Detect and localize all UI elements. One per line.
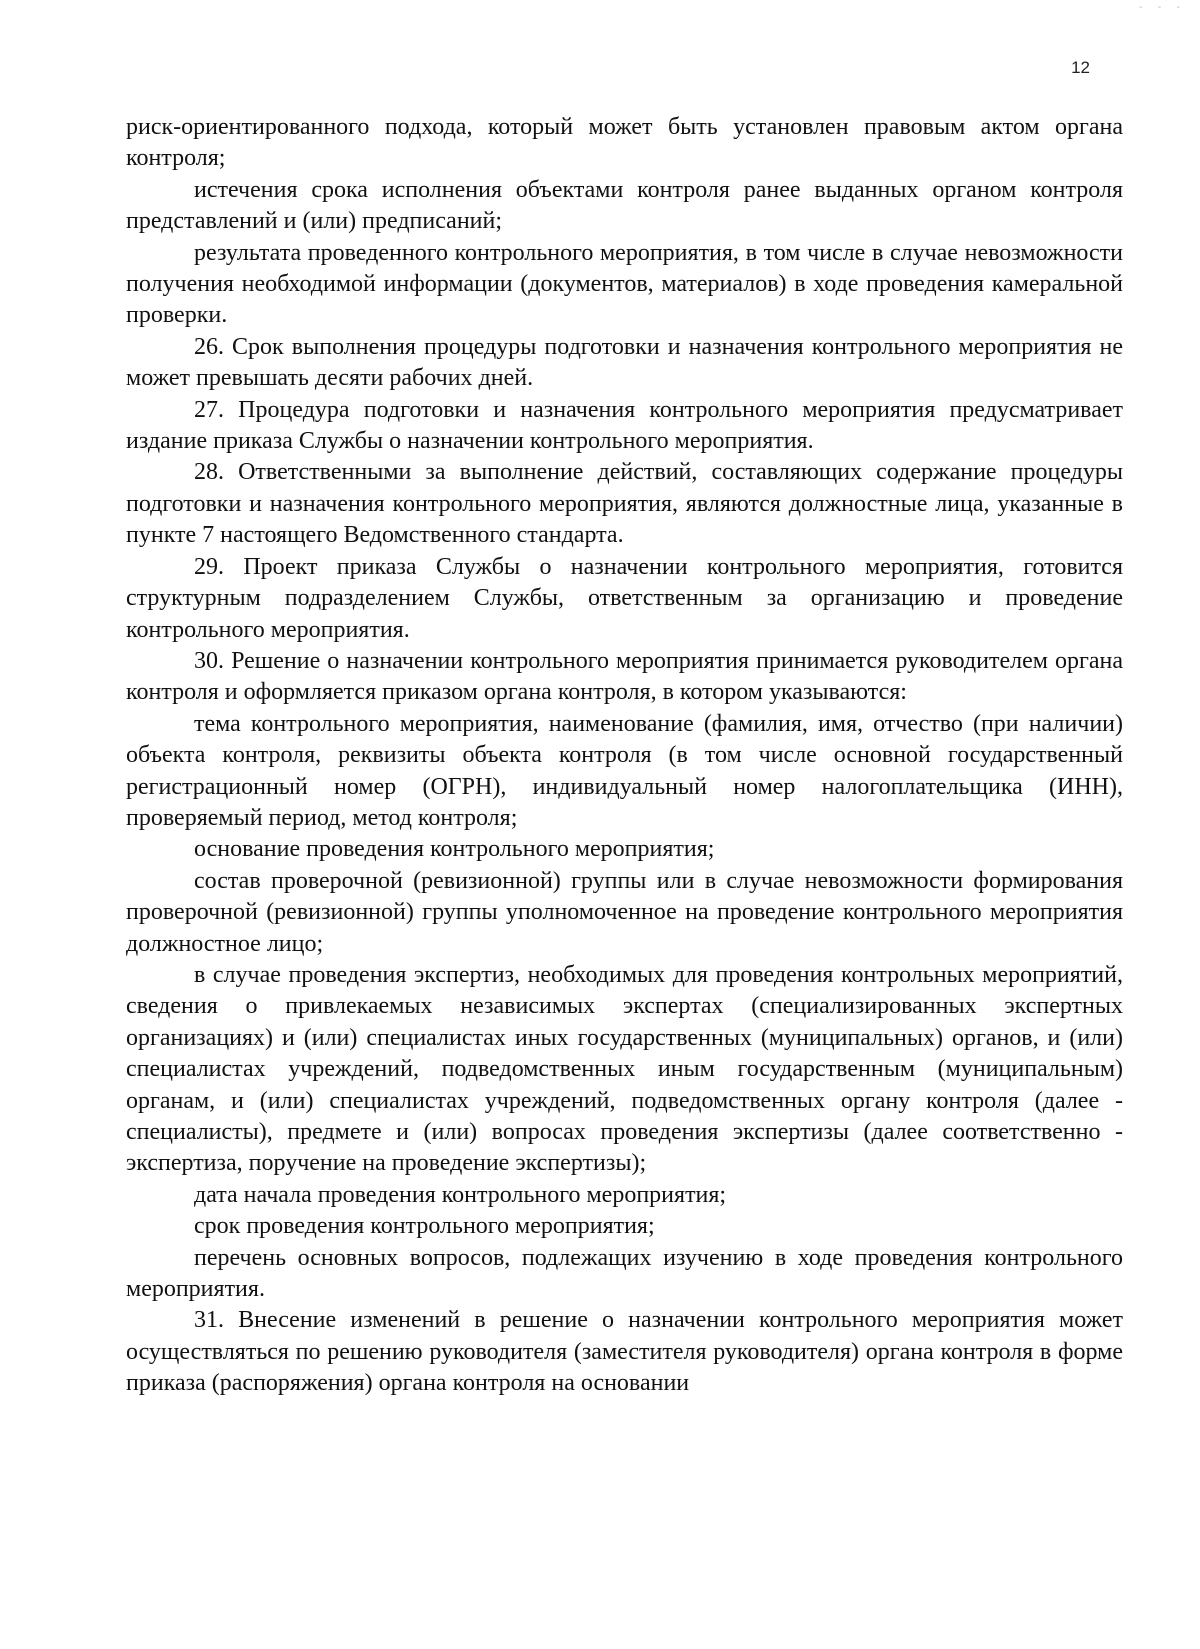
scan-corner-marks: - - - — [1138, 2, 1186, 13]
paragraph-item-31: 31. Внесение изменений в решение о назначении контрольного мероприятия может осуществляться по решению руководителя (заместителя руководителя) органа контроля в форме приказа (распоряжения) органа контроля на основании — [126, 1307, 1123, 1397]
paragraph: истечения срока исполнения объектами контроля ранее выданных органом контроля представлений и (или) предписаний; — [126, 176, 1123, 235]
paragraph: результата проведенного контрольного мероприятия, в том числе в случае невозможности получения необходимой информации (документов, материалов) в ходе проведения камеральной проверки. — [126, 239, 1123, 329]
page-number: 12 — [1071, 58, 1090, 77]
paragraph: срок проведения контрольного мероприятия; — [194, 1213, 655, 1240]
paragraph: основание проведения контрольного мероприятия; — [194, 836, 715, 863]
paragraph-continuation: риск-ориентированного подхода, который может быть установлен правовым актом органа контроля; — [126, 114, 1123, 172]
paragraph: в случае проведения экспертиз, необходимых для проведения контрольных мероприятий, сведения о привлекаемых независимых экспертах (специализированных экспертных организациях) и (или) специалистах иных государственных (муниципальных) органов, и (или) специалистах учреждений, подведомственных иным государственным (муниципальным) органам, и (или) специалистах учреждений, подведомственных органу контроля (далее - специалисты), предмете и (или) вопросах проведения экспертизы (далее соответственно - экспертиза, поручение на проведение экспертизы); — [126, 961, 1123, 1177]
paragraph-item-27: 27. Процедура подготовки и назначения контрольного мероприятия предусматривает издание приказа Службы о назначении контрольного мероприятия. — [126, 396, 1123, 455]
paragraph: тема контрольного мероприятия, наименование (фамилия, имя, отчество (при наличии) объекта контроля, реквизиты объекта контроля (в том числе основной государственный регистрационный номер (ОГРН), индивидуальный номер налогоплательщика (ИНН), проверяемый период, метод контроля; — [126, 710, 1123, 831]
paragraph-item-28: 28. Ответственными за выполнение действий, составляющих содержание процедуры подготовки и назначения контрольного мероприятия, являются должностные лица, указанные в пункте 7 настоящего Ведомственного стандарта. — [126, 459, 1123, 549]
paragraph: перечень основных вопросов, подлежащих изучению в ходе проведения контрольного мероприятия. — [126, 1244, 1123, 1303]
paragraph: состав проверочной (ревизионной) группы или в случае невозможности формирования проверочной (ревизионной) группы уполномоченное на проведение контрольного мероприятия должностное лицо; — [126, 867, 1123, 957]
paragraph-item-30: 30. Решение о назначении контрольного мероприятия принимается руководителем органа контроля и оформляется приказом органа контроля, в котором указываются: — [126, 647, 1123, 706]
paragraph-item-29: 29. Проект приказа Службы о назначении контрольного мероприятия, готовится структурным подразделением Службы, ответственным за организацию и проведение контрольного мероприятия. — [126, 553, 1123, 643]
paragraph-item-26: 26. Срок выполнения процедуры подготовки и назначения контрольного мероприятия не может превышать десяти рабочих дней. — [126, 333, 1123, 392]
paragraph: дата начала проведения контрольного мероприятия; — [194, 1181, 727, 1208]
document-body — [126, 112, 1123, 1400]
